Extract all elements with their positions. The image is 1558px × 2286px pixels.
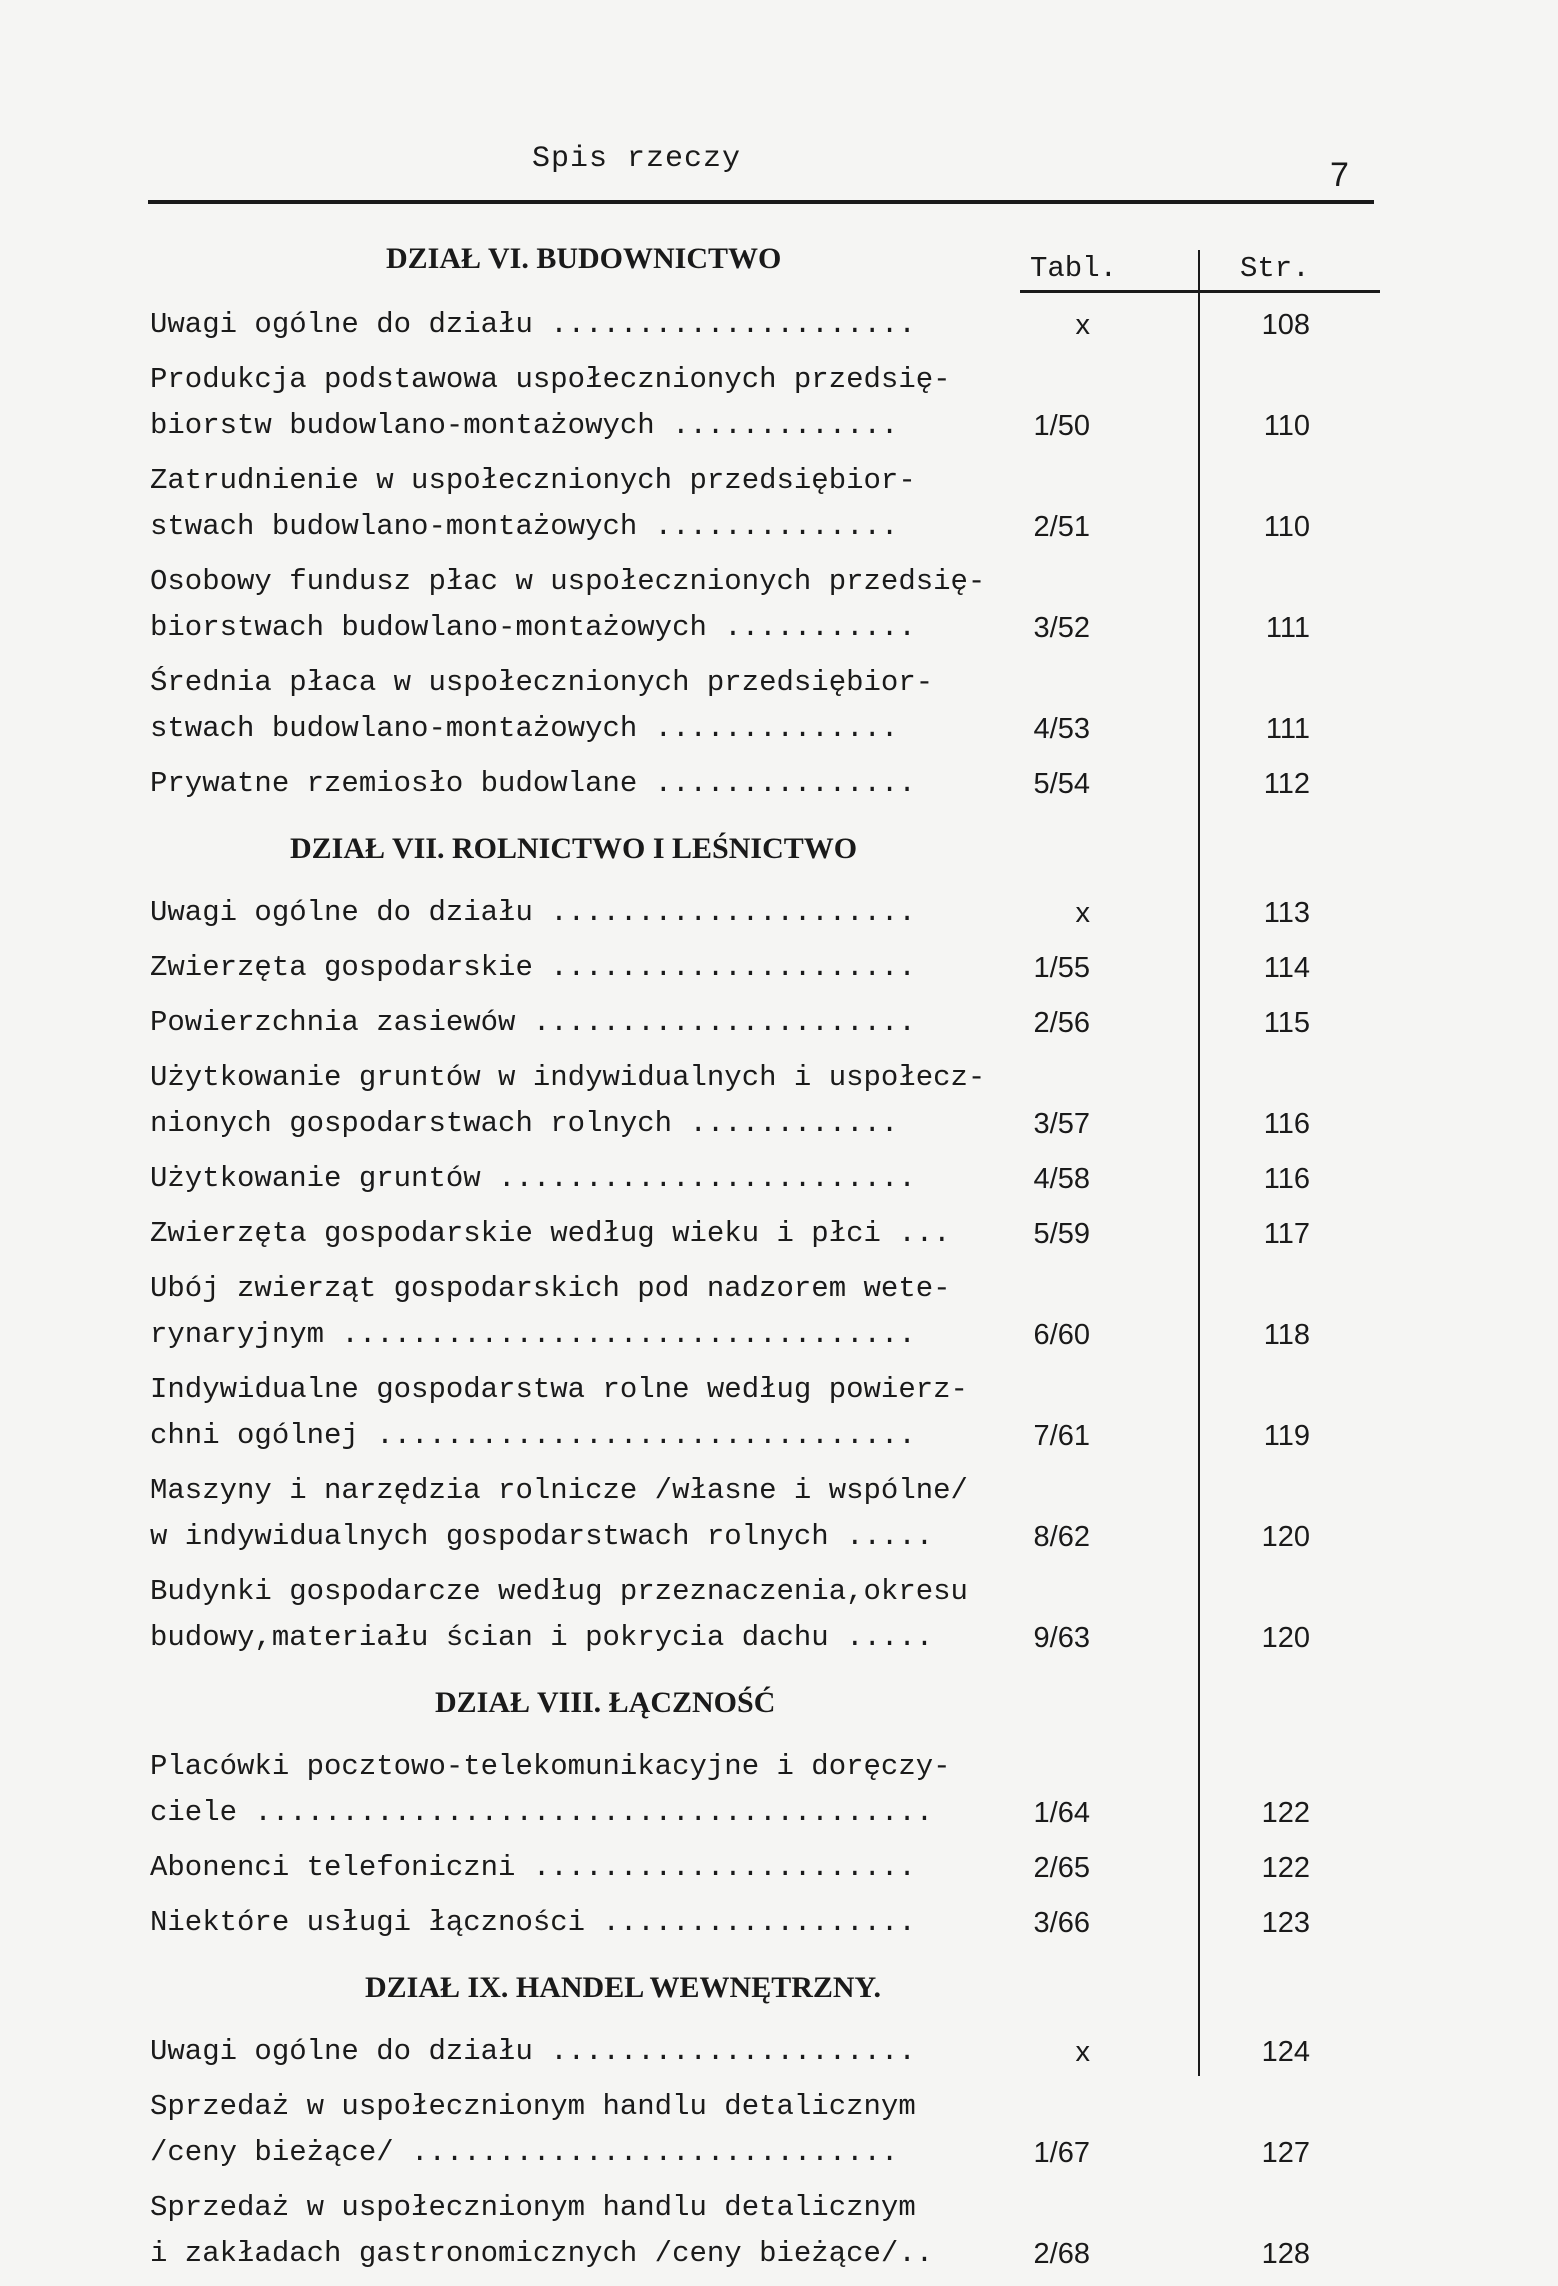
list-item: [150, 1367, 1380, 1459]
entry-page-number: 114: [1263, 952, 1310, 984]
list-item: [150, 761, 1380, 807]
entry-list: [150, 302, 1380, 807]
list-item: [150, 1845, 1380, 1891]
page-number: 7: [1330, 156, 1349, 194]
entry-page-number: 120: [1261, 1521, 1310, 1553]
entry-label: Prywatne rzemiosło budowlane ...............: [150, 767, 916, 800]
entry-table-number: 7/61: [1033, 1420, 1090, 1452]
entry-table-number: 4/53: [1033, 713, 1090, 745]
entry-table-number: x: [1075, 309, 1090, 341]
entry-label: Niektóre usługi łączności ..................: [150, 1906, 916, 1939]
section-header: [150, 1955, 1380, 2029]
entry-table-number: 1/55: [1033, 952, 1090, 984]
entry-list: [150, 890, 1380, 1661]
entry-page-number: 127: [1261, 2137, 1310, 2169]
entry-page-number: 108: [1261, 309, 1310, 341]
list-item: [150, 660, 1380, 752]
entry-table-number: 2/68: [1033, 2238, 1090, 2270]
entry-list: [150, 1744, 1380, 1946]
entry-label: Indywidualne gospodarstwa rolne według powierz- chni ogólnej ...............................: [150, 1373, 968, 1452]
section-title: DZIAŁ VIII. ŁĄCZNOŚĆ: [435, 1686, 776, 1719]
section-title: DZIAŁ IX. HANDEL WEWNĘTRZNY.: [365, 1971, 881, 2004]
entry-label: Sprzedaż w uspołecznionym handlu detalicznym /ceny bieżące/ ............................: [150, 2090, 916, 2169]
table-of-contents: [150, 228, 1380, 2286]
entry-label: Uwagi ogólne do działu .....................: [150, 2035, 916, 2068]
entry-label: Uwagi ogólne do działu .....................: [150, 896, 916, 929]
entry-table-number: 9/63: [1033, 1622, 1090, 1654]
entry-label: Uwagi ogólne do działu .....................: [150, 308, 916, 341]
entry-label: Ubój zwierząt gospodarskich pod nadzorem wete- rynaryjnym .................................: [150, 1272, 951, 1351]
entry-table-number: 3/66: [1033, 1907, 1090, 1939]
list-item: [150, 1211, 1380, 1257]
list-item: [150, 1569, 1380, 1661]
entry-page-number: 116: [1263, 1108, 1310, 1140]
list-item: [150, 1744, 1380, 1836]
entry-table-number: 1/50: [1033, 410, 1090, 442]
entry-label: Użytkowanie gruntów ........................: [150, 1162, 916, 1195]
entry-label: Zwierzęta gospodarskie według wieku i płci ...: [150, 1217, 951, 1250]
entry-page-number: 124: [1261, 2036, 1310, 2068]
column-header-tabl: Tabl.: [1030, 252, 1118, 285]
list-item: [150, 2084, 1380, 2176]
entry-table-number: 2/51: [1033, 511, 1090, 543]
entry-page-number: 116: [1263, 1163, 1310, 1195]
list-item: [150, 1055, 1380, 1147]
header-rule: [148, 200, 1374, 204]
list-item: [150, 1000, 1380, 1046]
list-item: [150, 458, 1380, 550]
entry-table-number: 5/54: [1033, 768, 1090, 800]
running-title: Spis rzeczy: [532, 142, 742, 176]
section-title: DZIAŁ VII. ROLNICTWO I LEŚNICTWO: [290, 832, 858, 865]
entry-page-number: 112: [1263, 768, 1310, 800]
section-header: [150, 228, 1380, 302]
entry-label: Zatrudnienie w uspołecznionych przedsiębior- stwach budowlano-montażowych ..............: [150, 464, 916, 543]
entry-table-number: 3/57: [1033, 1108, 1090, 1140]
entry-page-number: 119: [1263, 1420, 1310, 1452]
list-item: [150, 1900, 1380, 1946]
list-item: [150, 357, 1380, 449]
list-item: [150, 945, 1380, 991]
entry-table-number: x: [1075, 2036, 1090, 2068]
column-header-underline: [1020, 290, 1380, 293]
list-item: [150, 890, 1380, 936]
entry-label: Placówki pocztowo-telekomunikacyjne i doręczy- ciele .......................................: [150, 1750, 951, 1829]
entry-table-number: 1/64: [1033, 1797, 1090, 1829]
section-title: DZIAŁ VI. BUDOWNICTWO: [386, 242, 782, 275]
list-item: [150, 559, 1380, 651]
entry-label: Abonenci telefoniczni ......................: [150, 1851, 916, 1884]
entry-page-number: 113: [1263, 897, 1310, 929]
entry-table-number: 4/58: [1033, 1163, 1090, 1195]
entry-table-number: 6/60: [1033, 1319, 1090, 1351]
list-item: [150, 2185, 1380, 2277]
entry-label: Budynki gospodarcze według przeznaczenia,okresu budowy,materiału ścian i pokrycia dachu .....: [150, 1575, 968, 1654]
entry-page-number: 122: [1261, 1797, 1310, 1829]
entry-label: Powierzchnia zasiewów ......................: [150, 1006, 916, 1039]
entry-label: Maszyny i narzędzia rolnicze /własne i wspólne/ w indywidualnych gospodarstwach rolnych .....: [150, 1474, 968, 1553]
list-item: [150, 1156, 1380, 1202]
column-header-str: Str.: [1240, 252, 1310, 285]
section-header: [150, 816, 1380, 890]
entry-list: [150, 2029, 1380, 2277]
entry-table-number: x: [1075, 897, 1090, 929]
list-item: [150, 1468, 1380, 1560]
entry-table-number: 8/62: [1033, 1521, 1090, 1553]
entry-page-number: 115: [1263, 1007, 1310, 1039]
list-item: [150, 302, 1380, 348]
entry-page-number: 117: [1263, 1218, 1310, 1250]
entry-page-number: 111: [1265, 713, 1310, 745]
entry-label: Sprzedaż w uspołecznionym handlu detalicznym i zakładach gastronomicznych /ceny bieżące/..: [150, 2191, 934, 2270]
entry-page-number: 123: [1261, 1907, 1310, 1939]
entry-label: Osobowy fundusz płac w uspołecznionych przedsię- biorstwach budowlano-montażowych ...........: [150, 565, 986, 644]
entry-label: Produkcja podstawowa uspołecznionych przedsię- biorstw budowlano-montażowych .............: [150, 363, 951, 442]
list-item: [150, 1266, 1380, 1358]
entry-table-number: 5/59: [1033, 1218, 1090, 1250]
entry-table-number: 2/56: [1033, 1007, 1090, 1039]
entry-table-number: 2/65: [1033, 1852, 1090, 1884]
entry-page-number: 118: [1263, 1319, 1310, 1351]
entry-label: Średnia płaca w uspołecznionych przedsiębior- stwach budowlano-montażowych ..............: [150, 666, 934, 745]
entry-table-number: 1/67: [1033, 2137, 1090, 2169]
section-header: [150, 1670, 1380, 1744]
entry-page-number: 111: [1265, 612, 1310, 644]
entry-page-number: 110: [1263, 410, 1310, 442]
list-item: [150, 2029, 1380, 2075]
entry-label: Użytkowanie gruntów w indywidualnych i uspołecz- nionych gospodarstwach rolnych ............: [150, 1061, 986, 1140]
entry-page-number: 120: [1261, 1622, 1310, 1654]
entry-page-number: 110: [1263, 511, 1310, 543]
entry-label: Zwierzęta gospodarskie .....................: [150, 951, 916, 984]
entry-page-number: 122: [1261, 1852, 1310, 1884]
entry-table-number: 3/52: [1033, 612, 1090, 644]
entry-page-number: 128: [1261, 2238, 1310, 2270]
